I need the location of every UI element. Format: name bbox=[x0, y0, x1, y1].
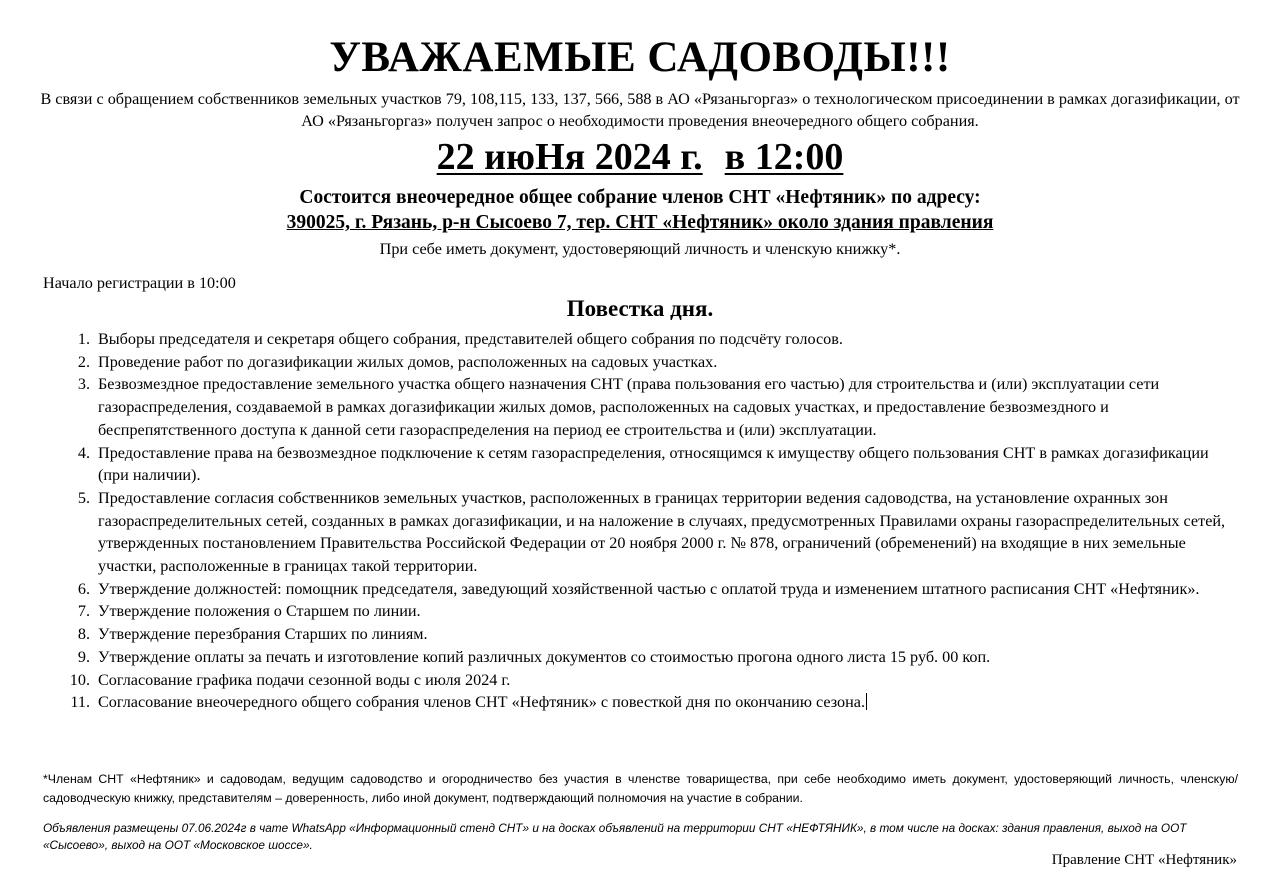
agenda-item-text: Выборы председателя и секретаря общего собрания, представителей общего собрания по подсчёту голосов. bbox=[98, 330, 843, 348]
agenda-item-text: Утверждение оплаты за печать и изготовление копий различных документов со стоимостью прогона одного листа 15 руб. 00 коп. bbox=[98, 647, 991, 666]
agenda-item-text: Предоставление согласия собственников земельных участков, расположенных в границах территории ведения садоводства, на установление охранных зон газораспределительных сетей, созданных в рамках догазификации, и на наложение в случаях, предусмотренных Правилами охраны газораспределительных сетей, утвержденных постановлением Правительства Российской Федерации от 20 ноября 2000 г. № 878, ограничений (обременений) на входящие в них земельные участки, расположенные в границах такой территории. bbox=[98, 488, 1226, 576]
agenda-item-text: Согласование внеочередного общего собрания членов СНТ «Нефтяник» с повесткой дня по окончанию сезона. bbox=[98, 693, 866, 712]
meeting-announcement: Состоится внеочередное общее собрание членов СНТ «Нефтяник» по адресу: bbox=[299, 187, 981, 208]
agenda-item-number: 10. bbox=[69, 670, 90, 689]
meeting-time: в 12:00 bbox=[724, 136, 844, 178]
agenda-item-number: 4. bbox=[77, 443, 90, 462]
registration-time: Начало регистрации в 10:00 bbox=[43, 274, 236, 292]
agenda-item bbox=[0, 373, 1238, 441]
agenda-item-number: 3. bbox=[77, 375, 90, 394]
agenda-item bbox=[0, 351, 1238, 374]
signature: Правление СНТ «Нефтяник» bbox=[1051, 852, 1237, 868]
intro-paragraph: В связи с обращением собственников земельных участков 79, 108,115, 133, 137, 566, 588 в АО «Рязаньгоргаз» о технологическом присоединении в рамках догазификации, от АО «Рязаньгоргаз» получен запрос о необходимости проведения внеочередного общего собрания. bbox=[40, 90, 1240, 130]
meeting-date-line bbox=[0, 134, 1280, 180]
agenda-item-number: 6. bbox=[77, 579, 90, 598]
agenda-item-number: 5. bbox=[77, 488, 90, 507]
footnote: *Членам СНТ «Нефтяник» и садоводам, ведущим садоводство и огородничество без участия в членстве товарищества, при себе необходимо иметь документ, удостоверяющий личность, членскую/садоводческую книжку, представителям – доверенность, либо иной документ, подтверждающий полномочия на участие в собрании. bbox=[43, 772, 1238, 805]
agenda-heading: Повестка дня. bbox=[566, 296, 714, 321]
agenda-item-number: 7. bbox=[77, 602, 90, 621]
agenda-item-text: Предоставление права на безвозмездное подключение к сетям газораспределения, относящимся к имуществу общего пользования СНТ в рамках догазификации (при наличии). bbox=[98, 443, 1209, 485]
agenda-item-text: Проведение работ по догазификации жилых домов, расположенных на садовых участках. bbox=[98, 352, 718, 371]
agenda-item bbox=[0, 669, 1238, 692]
agenda-item-text: Безвозмездное предоставление земельного участка общего назначения СНТ (права пользования его частью) для строительства и (или) эксплуатации сети газораспределения, создаваемой в рамках догазификации жилых домов, расположенных на садовых участках, и предоставление безвозмездного и беспрепятственного доступа к данной сети газораспределения на период ее строительства и (или) эксплуатации. bbox=[98, 375, 1160, 439]
agenda-item bbox=[0, 646, 1238, 669]
agenda-item-text: Утверждение перезбрания Старших по линиям. bbox=[98, 625, 428, 644]
bring-documents-note: При себе иметь документ, удостоверяющий личность и членскую книжку*. bbox=[379, 240, 901, 258]
agenda-item-text: Утверждение должностей: помощник председателя, заведующий хозяйственной частью с оплатой труда и изменением штатного расписания СНТ «Нефтяник». bbox=[98, 579, 1200, 598]
agenda-list bbox=[0, 328, 1280, 714]
agenda-item bbox=[0, 328, 1238, 351]
agenda-item bbox=[0, 487, 1238, 578]
agenda-item-text: Согласование графика подачи сезонной воды с июля 2024 г. bbox=[98, 670, 511, 689]
agenda-item bbox=[0, 623, 1238, 646]
agenda-item bbox=[0, 600, 1238, 623]
agenda-item bbox=[0, 442, 1238, 487]
agenda-item-number: 8. bbox=[77, 625, 90, 644]
text-cursor bbox=[866, 693, 867, 710]
agenda-item-number: 1. bbox=[77, 330, 90, 348]
agenda-item bbox=[0, 578, 1238, 601]
agenda-item-number: 11. bbox=[70, 693, 90, 712]
document-title: УВАЖАЕМЫЕ САДОВОДЫ!!! bbox=[329, 34, 951, 81]
meeting-date: 22 июНя 2024 г. bbox=[436, 136, 703, 178]
agenda-item-text: Утверждение положения о Старшем по линии. bbox=[98, 602, 421, 621]
agenda-item-number: 9. bbox=[77, 647, 90, 666]
meeting-address: 390025, г. Рязань, р-н Сысоево 7, тер. СНТ «Нефтяник» около здания правления bbox=[286, 212, 994, 233]
agenda-item bbox=[0, 691, 1238, 714]
posting-notice: Объявления размещены 07.06.2024г в чате WhatsApp «Информационный стенд СНТ» и на досках объявлений на территории СНТ «НЕФТЯНИК», в том числе на досках: здания правления, выход на ООТ «Сысоево», выход на ООТ «Московское шоссе». bbox=[43, 821, 1187, 852]
agenda-item-number: 2. bbox=[77, 352, 90, 371]
